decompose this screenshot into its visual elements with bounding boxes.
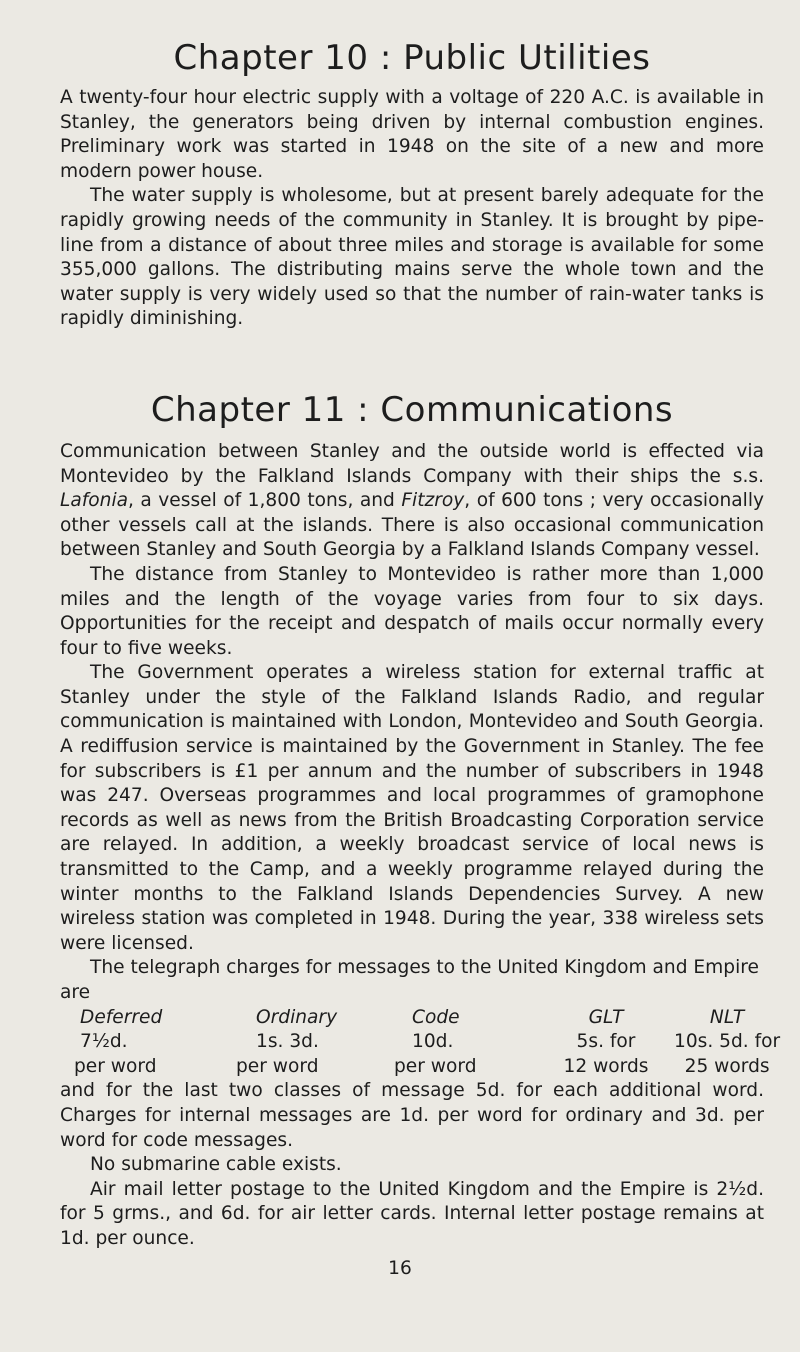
table-rate-glt: 5s. for	[576, 1031, 636, 1053]
shipping-text-2: , a vessel of 1,800 tons, and	[128, 490, 402, 512]
table-unit-nlt: 25 words	[684, 1055, 770, 1077]
table-header-deferred: Deferred	[80, 1006, 163, 1028]
table-header-ordinary: Ordinary	[256, 1006, 338, 1028]
ship-name-fitzroy: Fitzroy	[401, 490, 465, 512]
table-unit-code: per word	[394, 1055, 477, 1077]
table-unit-ordinary: per word	[236, 1055, 319, 1077]
table-rate-deferred: 7½d.	[80, 1031, 128, 1053]
chapter-11-heading: Chapter 11 : Communications	[150, 389, 674, 430]
table-unit-deferred: per word	[74, 1055, 157, 1077]
paragraph-shipping	[60, 440, 764, 563]
table-unit-glt: 12 words	[563, 1055, 649, 1077]
table-rate-ordinary: 1s. 3d.	[256, 1031, 319, 1053]
paragraph-electric-supply: A twenty-four hour electric supply with a voltage of 220 A.C. is available in Stanley, the generators being driven by internal combustion engines. Preliminary work was started in 1948 on the site of a new and more modern power house.	[60, 87, 764, 182]
table-rate-code: 10d.	[412, 1031, 454, 1053]
paragraph-air-mail: Air mail letter postage to the United Kingdom and the Empire is 2½d. for 5 grms., and 6d. for air letter cards. Internal letter postage remains at 1d. per ounce.	[60, 1178, 764, 1249]
table-header-code: Code	[412, 1006, 460, 1028]
paragraph-wireless: The Government operates a wireless station for external traffic at Stanley under the style of the Falkland Islands Radio, and regular communication is maintained with London, Montevideo and South Georgia. A rediffusion service is maintained by the Government in Stanley. The fee for subscribers is £1 per annum and the number of subscribers in 1948 was 247. Overseas programmes and local programmes of gramophone records as well as news from the British Broadcasting Corporation service are relayed. In addition, a weekly broadcast service of local news is transmitted to the Camp, and a weekly programme relayed during the winter months to the Falkland Islands Dependencies Survey. A new wireless station was completed in 1948. During the year, 338 wireless sets were licensed.	[60, 662, 764, 954]
paragraph-water-supply: The water supply is wholesome, but at present barely adequate for the rapidly growing needs of the community in Stanley. It is brought by pipe-line from a distance of about three miles and storage is available for some 355,000 gallons. The distributing mains serve the whole town and the water supply is very widely used so that the number of rain-water tanks is rapidly diminishing.	[60, 185, 764, 330]
table-header-nlt: NLT	[709, 1006, 745, 1028]
table-header-glt: GLT	[588, 1006, 624, 1028]
paragraph-telegraph-intro: The telegraph charges for messages to the United Kingdom and Empire are	[60, 957, 759, 1003]
table-rate-nlt: 10s. 5d. for	[674, 1031, 781, 1053]
telegraph-charges-table	[60, 1006, 781, 1080]
shipping-text-3: , of 600 tons ; very occasionally other vessels call at the islands. There is also occasional communication between Stanley and South Georgia by a Falkland Islands Company vessel.	[60, 490, 764, 561]
ship-name-lafonia: Lafonia	[60, 490, 129, 512]
paragraph-submarine-cable: No submarine cable exists.	[90, 1154, 342, 1176]
page-number: 16	[388, 1257, 412, 1279]
paragraph-telegraph-additional: and for the last two classes of message 5d. for each additional word. Charges for internal messages are 1d. per word for ordinary and 3d. per word for code messages.	[60, 1080, 764, 1151]
shipping-text-1: Communication between Stanley and the outside world is effected via Montevideo by the Falkland Islands Company with their ships the s.s.	[60, 440, 764, 487]
paragraph-distance: The distance from Stanley to Montevideo is rather more than 1,000 miles and the length of the voyage varies from four to six days. Opportunities for the receipt and despatch of mails occur normally every four to five weeks.	[60, 563, 764, 659]
chapter-10-heading: Chapter 10 : Public Utilities	[173, 38, 651, 78]
